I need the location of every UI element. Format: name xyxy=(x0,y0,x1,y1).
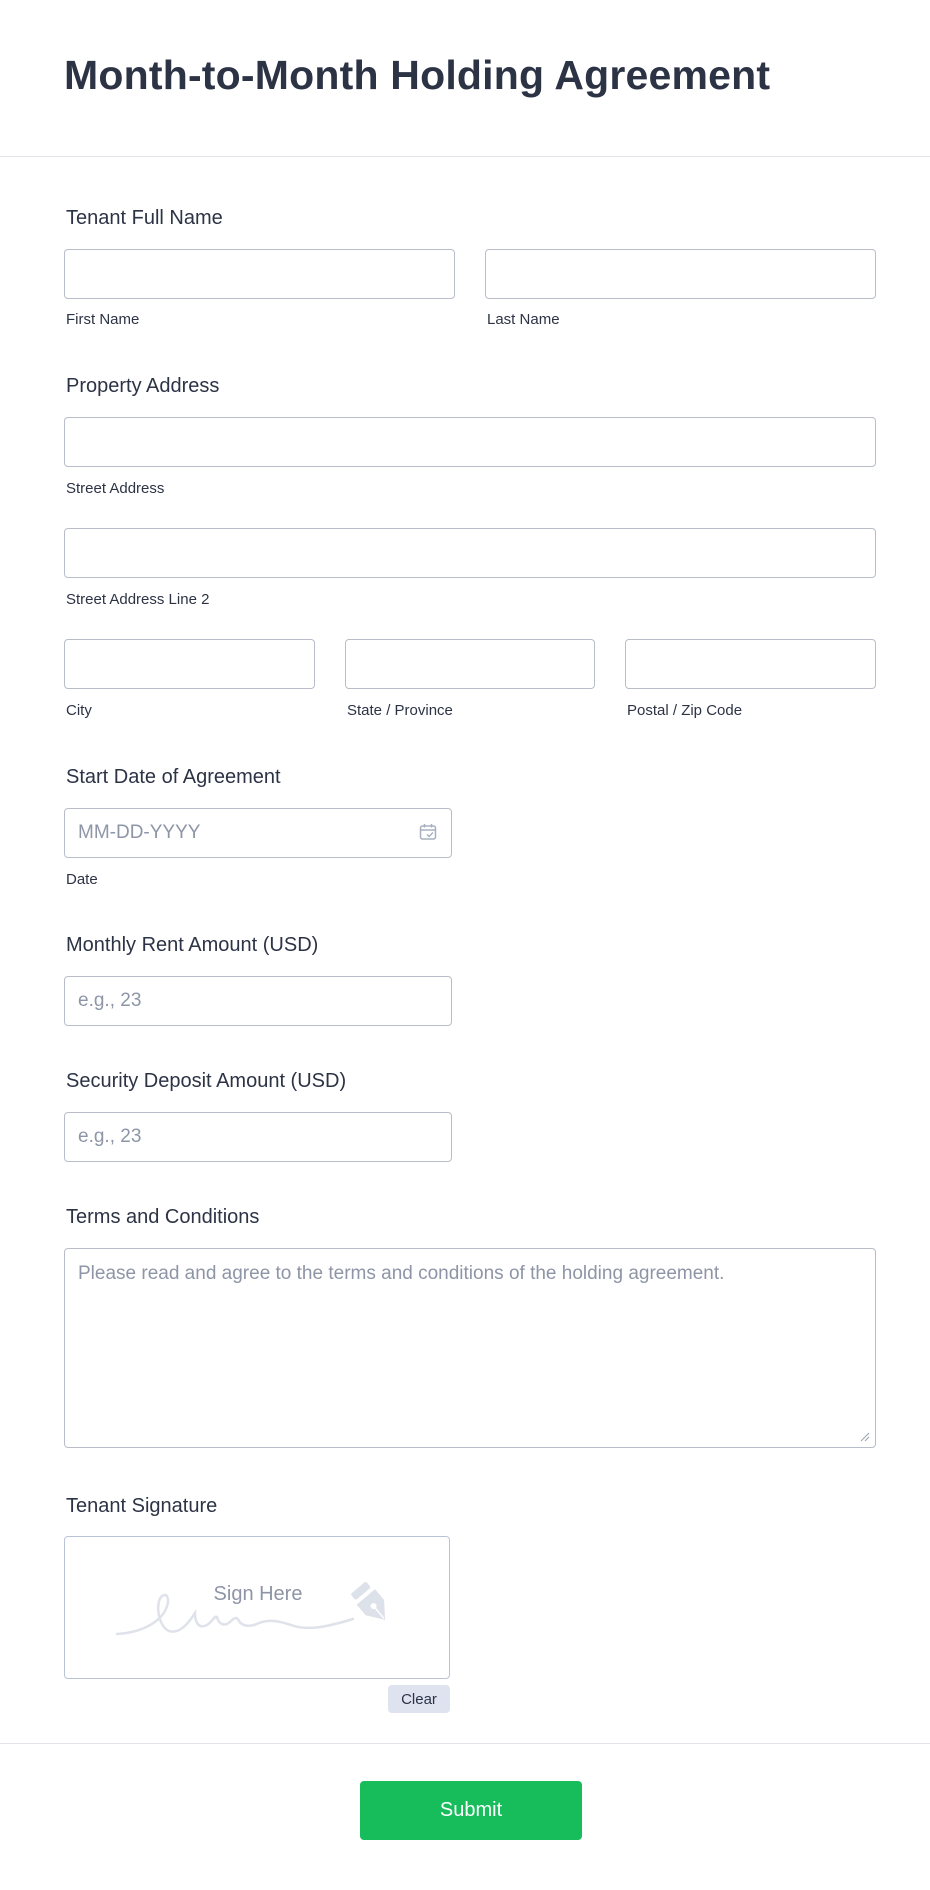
resize-grip-icon[interactable] xyxy=(860,1432,870,1442)
calendar-icon[interactable] xyxy=(418,822,438,842)
last-name-input[interactable] xyxy=(485,249,876,299)
state-input[interactable] xyxy=(345,639,595,689)
street-address-line2-input[interactable] xyxy=(64,528,876,578)
signature-label: Tenant Signature xyxy=(66,1495,218,1517)
footer-divider xyxy=(0,1743,930,1744)
street-address-sublabel: Street Address xyxy=(66,480,165,497)
city-sublabel: City xyxy=(66,702,92,719)
start-date-sublabel: Date xyxy=(66,871,98,888)
first-name-sublabel: First Name xyxy=(66,311,140,328)
monthly-rent-input[interactable] xyxy=(64,976,452,1026)
zip-input[interactable] xyxy=(625,639,876,689)
start-date-input[interactable] xyxy=(64,808,452,858)
street-address-line2-sublabel: Street Address Line 2 xyxy=(66,591,210,608)
form-title: Month-to-Month Holding Agreement xyxy=(64,52,771,98)
state-sublabel: State / Province xyxy=(347,702,453,719)
terms-textarea[interactable] xyxy=(64,1248,876,1448)
clear-signature-button[interactable]: Clear xyxy=(388,1685,450,1713)
form-header xyxy=(0,0,930,157)
city-input[interactable] xyxy=(64,639,315,689)
zip-sublabel: Postal / Zip Code xyxy=(627,702,743,719)
last-name-sublabel: Last Name xyxy=(487,311,560,328)
security-deposit-input[interactable] xyxy=(64,1112,452,1162)
signature-scribble-icon xyxy=(65,1537,451,1680)
first-name-input[interactable] xyxy=(64,249,455,299)
signature-pad[interactable] xyxy=(64,1536,450,1679)
submit-button[interactable]: Submit xyxy=(360,1781,582,1840)
tenant-name-label: Tenant Full Name xyxy=(66,207,223,229)
sign-here-prompt: Sign Here xyxy=(213,1583,303,1605)
property-address-label: Property Address xyxy=(66,375,220,397)
monthly-rent-label: Monthly Rent Amount (USD) xyxy=(66,934,319,956)
security-deposit-label: Security Deposit Amount (USD) xyxy=(66,1070,347,1092)
street-address-input[interactable] xyxy=(64,417,876,467)
start-date-label: Start Date of Agreement xyxy=(66,766,281,788)
terms-label: Terms and Conditions xyxy=(66,1206,260,1228)
